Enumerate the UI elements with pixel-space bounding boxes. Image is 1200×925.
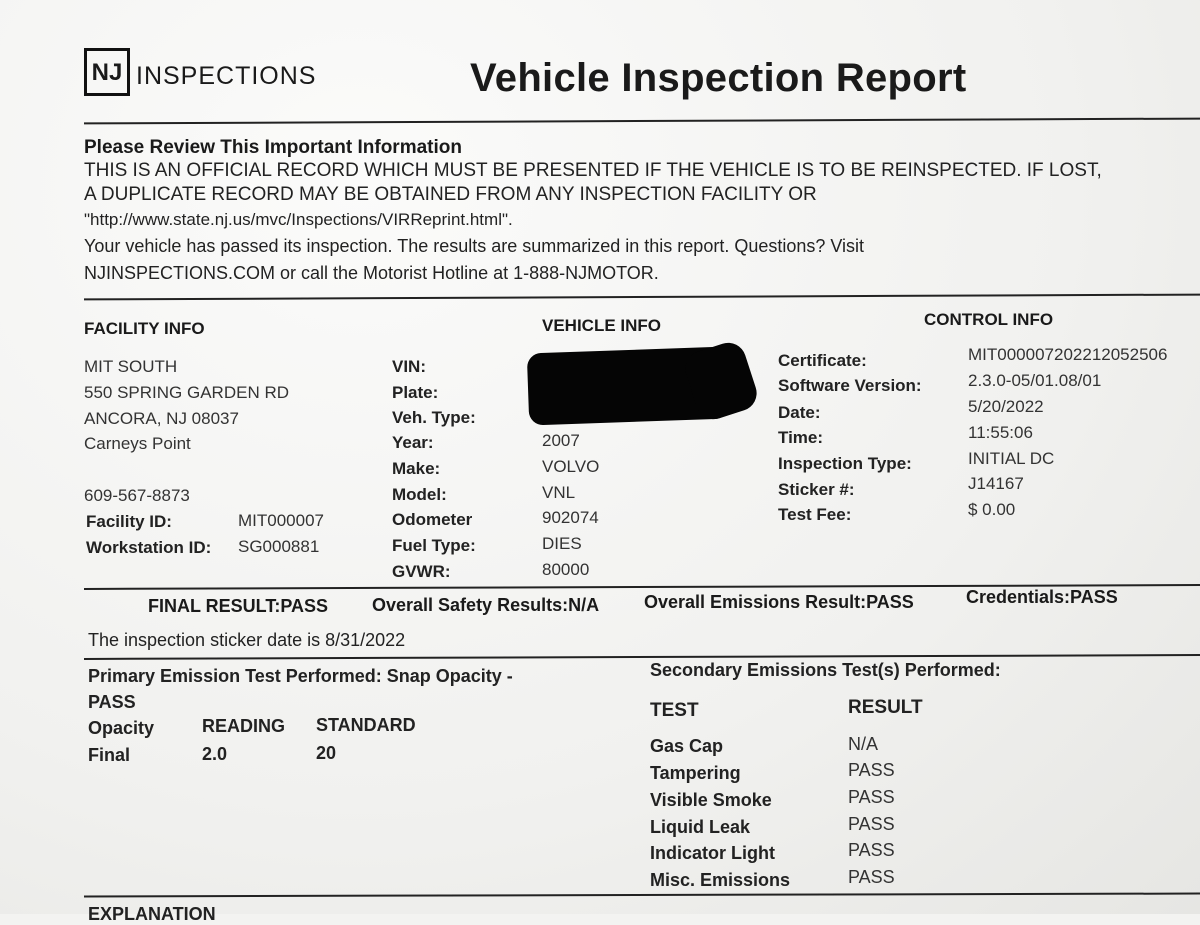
facility-id-label: Facility ID: bbox=[86, 512, 172, 531]
secondary-test-result: PASS bbox=[848, 840, 895, 860]
opacity-column-header: Opacity bbox=[88, 718, 155, 738]
final-reading-value: 2.0 bbox=[202, 744, 228, 764]
model-value: VNL bbox=[542, 483, 576, 502]
control-heading: CONTROL INFO bbox=[924, 310, 1054, 329]
primary-test-result: PASS bbox=[88, 692, 136, 712]
year-label: Year: bbox=[392, 433, 434, 452]
facility-phone: 609-567-8873 bbox=[84, 486, 190, 505]
secondary-test-name: Visible Smoke bbox=[650, 790, 772, 810]
certificate-label: Certificate: bbox=[778, 351, 867, 370]
fuel-type-label: Fuel Type: bbox=[392, 536, 476, 555]
software-version-value: 2.3.0-05/01.08/01 bbox=[968, 371, 1102, 390]
credentials-result: Credentials:PASS bbox=[966, 587, 1118, 607]
secondary-test-result: N/A bbox=[848, 734, 879, 754]
time-value: 11:55:06 bbox=[968, 423, 1033, 442]
date-label: Date: bbox=[778, 403, 821, 422]
notice-line-4: Your vehicle has passed its inspection. The results are summarized in this report. Questions? Visit bbox=[84, 236, 865, 256]
certificate-value: MIT000007202212052506 bbox=[968, 345, 1168, 364]
test-column-header: TEST bbox=[650, 700, 699, 721]
facility-id-value: MIT000007 bbox=[238, 511, 324, 530]
make-label: Make: bbox=[392, 459, 441, 478]
veh-type-label: Veh. Type: bbox=[392, 408, 476, 427]
sticker-number-value: J14167 bbox=[968, 474, 1024, 493]
sticker-date-text: The inspection sticker date is 8/31/2022 bbox=[88, 630, 406, 650]
secondary-test-result: PASS bbox=[848, 787, 895, 807]
final-row-label: Final bbox=[88, 745, 131, 765]
reading-column-header: READING bbox=[202, 716, 286, 736]
secondary-test-name: Indicator Light bbox=[650, 843, 775, 863]
test-fee-label: Test Fee: bbox=[778, 505, 852, 524]
vehicle-heading: VEHICLE INFO bbox=[542, 316, 662, 335]
workstation-id-value: SG000881 bbox=[238, 537, 320, 556]
secondary-test-result: PASS bbox=[848, 867, 895, 887]
workstation-id-label: Workstation ID: bbox=[86, 538, 212, 557]
facility-address-2: ANCORA, NJ 08037 bbox=[84, 409, 239, 428]
reprint-url: "http://www.state.nj.us/mvc/Inspections/VIRReprint.html". bbox=[84, 210, 513, 229]
header-divider bbox=[84, 118, 1200, 125]
primary-test-heading: Primary Emission Test Performed: Snap Opacity - bbox=[88, 666, 513, 686]
plate-label: Plate: bbox=[392, 383, 439, 402]
secondary-test-heading: Secondary Emissions Test(s) Performed: bbox=[650, 660, 1001, 680]
facility-address-3: Carneys Point bbox=[84, 434, 191, 453]
emissions-divider bbox=[84, 654, 1200, 660]
fuel-type-value: DIES bbox=[542, 534, 582, 553]
overall-emissions-result: Overall Emissions Result:PASS bbox=[644, 592, 914, 612]
final-result: FINAL RESULT:PASS bbox=[148, 596, 329, 616]
make-value: VOLVO bbox=[542, 457, 600, 476]
gvwr-label: GVWR: bbox=[392, 562, 451, 581]
secondary-test-name: Misc. Emissions bbox=[650, 870, 791, 890]
test-fee-value: $ 0.00 bbox=[968, 500, 1016, 519]
logo-text: INSPECTIONS bbox=[136, 62, 317, 90]
year-value: 2007 bbox=[542, 431, 580, 450]
result-column-header: RESULT bbox=[848, 697, 923, 718]
facility-heading: FACILITY INFO bbox=[84, 319, 205, 338]
explanation-heading: EXPLANATION bbox=[88, 904, 216, 924]
odometer-label: Odometer bbox=[392, 510, 473, 529]
overall-safety-result: Overall Safety Results:N/A bbox=[372, 595, 600, 615]
model-label: Model: bbox=[392, 485, 447, 504]
notice-heading: Please Review This Important Information bbox=[84, 137, 462, 158]
notice-line-2: A DUPLICATE RECORD MAY BE OBTAINED FROM ANY INSPECTION FACILITY OR bbox=[84, 184, 817, 205]
secondary-test-name: Tampering bbox=[650, 763, 741, 783]
vin-label: VIN: bbox=[392, 357, 426, 376]
facility-name: MIT SOUTH bbox=[84, 357, 178, 376]
notice-line-5: NJINSPECTIONS.COM or call the Motorist Hotline at 1-888-NJMOTOR. bbox=[84, 263, 659, 283]
secondary-test-result: PASS bbox=[848, 760, 895, 780]
facility-address-1: 550 SPRING GARDEN RD bbox=[84, 383, 289, 402]
odometer-value: 902074 bbox=[542, 508, 599, 527]
notice-line-1: THIS IS AN OFFICIAL RECORD WHICH MUST BE PRESENTED IF THE VEHICLE IS TO BE REINSPECTED. IF LOST, bbox=[84, 160, 1102, 181]
info-divider bbox=[84, 294, 1200, 301]
inspection-type-value: INITIAL DC bbox=[968, 449, 1055, 468]
secondary-test-result: PASS bbox=[848, 814, 895, 834]
time-label: Time: bbox=[778, 428, 824, 447]
inspection-type-label: Inspection Type: bbox=[778, 454, 912, 473]
software-version-label: Software Version: bbox=[778, 376, 922, 395]
gvwr-value: 80000 bbox=[542, 560, 590, 579]
page-title: Vehicle Inspection Report bbox=[470, 56, 967, 100]
footer-divider bbox=[84, 893, 1200, 898]
sticker-number-label: Sticker #: bbox=[778, 480, 855, 499]
nj-logo-box: NJ bbox=[84, 48, 130, 96]
final-standard-value: 20 bbox=[316, 743, 337, 763]
standard-column-header: STANDARD bbox=[316, 715, 416, 735]
secondary-test-name: Gas Cap bbox=[650, 736, 724, 756]
secondary-test-name: Liquid Leak bbox=[650, 817, 751, 837]
date-value: 5/20/2022 bbox=[968, 397, 1044, 416]
